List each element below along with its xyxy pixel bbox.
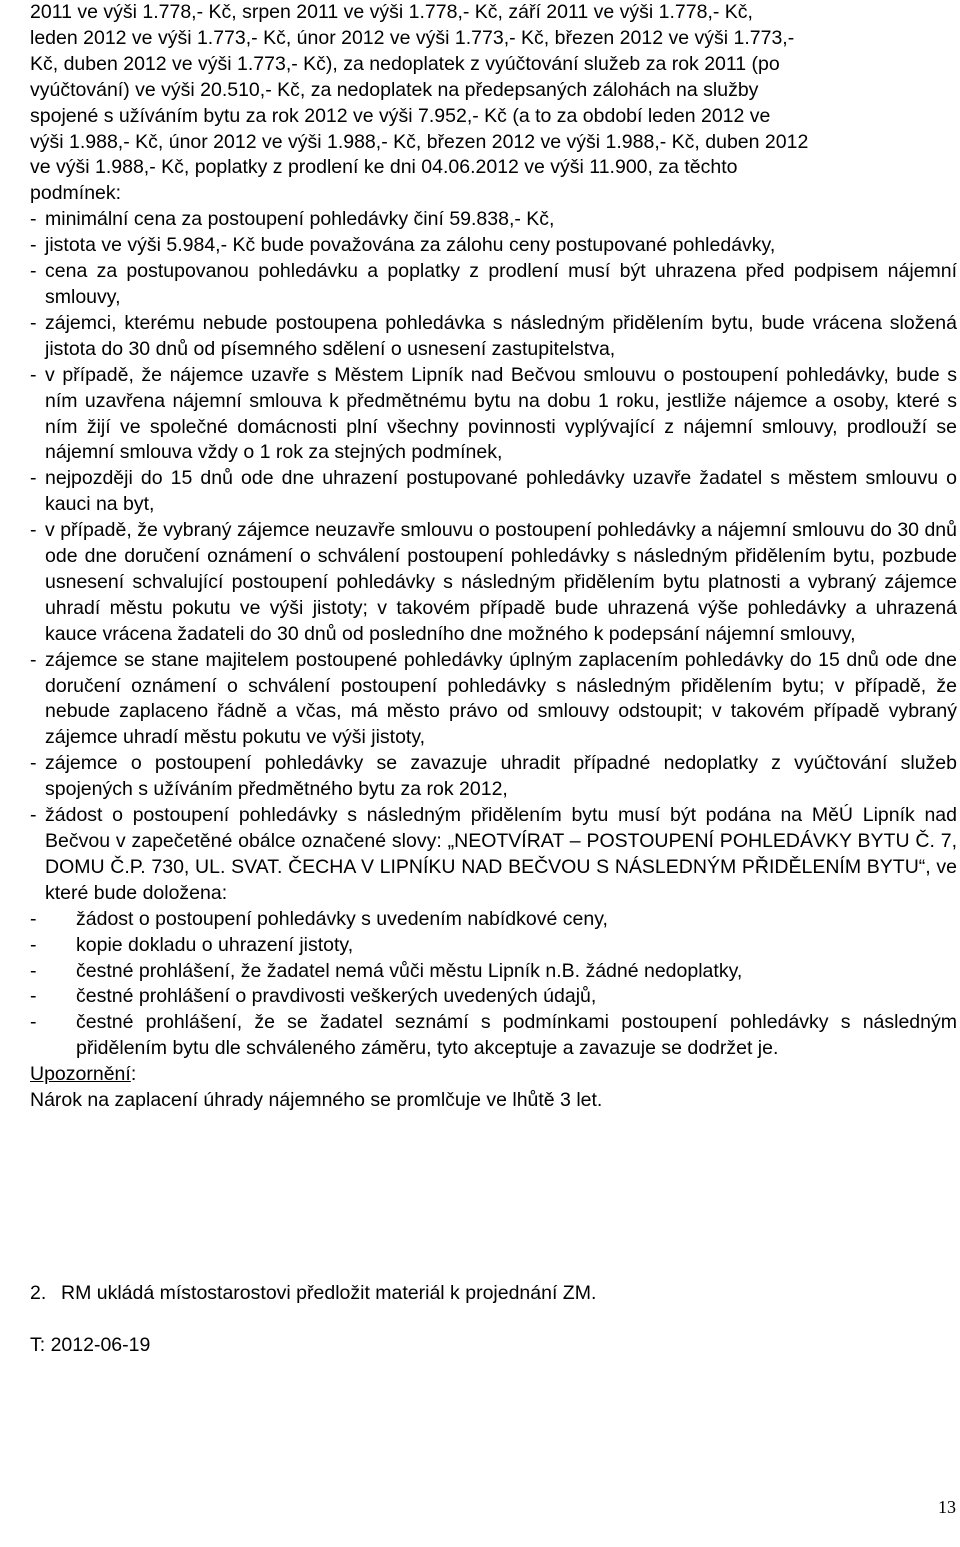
condition-item [30,518,957,648]
bullet-dash: - [30,752,37,775]
resolution-point-2 [30,1281,596,1307]
attachment-text: čestné prohlášení, že žadatel nemá vůči městu Lipník n.B. žádné nedoplatky, [76,959,743,982]
bullet-dash: - [30,907,37,930]
condition-text: zájemce se stane majitelem postoupené pohledávky úplným zaplacením pohledávky do 15 dnů ode dne doručení oznámení o schválení postoupení pohledávky s následným přidělením bytu; v případě, že nebude zaplaceno řádně a včas, má město právo od smlouvy odstoupit; v takovém případě vybraný zájemce uhradí městu pokutu ve výši jistoty, [45,648,957,749]
attachment-item [30,933,957,959]
condition-item [30,466,957,518]
intro-line: spojené s užíváním bytu za rok 2012 ve výši 7.952,- Kč (a to za období leden 2012 ve [30,104,771,127]
intro-line: Kč, duben 2012 ve výši 1.773,- Kč), za nedoplatek z vyúčtování služeb za rok 2011 (po [30,52,780,75]
intro-line: leden 2012 ve výši 1.773,- Kč, únor 2012 ve výši 1.773,- Kč, březen 2012 ve výši 1.773,- [30,26,795,49]
bullet-dash: - [30,933,37,956]
notice-colon: : [130,1063,137,1086]
attachment-item [30,984,957,1010]
document-body [30,0,957,1356]
bullet-dash: - [30,1011,37,1034]
condition-text: v případě, že nájemce uzavře s Městem Lipník nad Bečvou smlouvu o postoupení pohledávky, bude s ním uzavřena nájemní smlouva k předmětnému bytu na dobu 1 roku, jestliže nájemce a osoby, které s ním žijí ve společné domácnosti plní všechny povinnosti vyplývající z nájemní smlouvy, prodlouží se nájemní smlouva vždy o 1 rok za stejných podmínek, [45,363,957,464]
bullet-dash: - [30,959,37,982]
attachment-text: kopie dokladu o uhrazení jistoty, [76,933,354,956]
notice-heading-line [30,1062,957,1088]
attachment-item [30,1010,957,1062]
attachment-text: čestné prohlášení, že se žadatel seznámí s podmínkami postoupení pohledávky s následným přidělením bytu dle schváleného záměru, tyto akceptuje a zavazuje se dodržet je. [76,1011,957,1060]
bullet-dash: - [30,208,37,231]
condition-item [30,363,957,467]
bullet-dash: - [30,804,37,827]
condition-item [30,207,957,233]
condition-item [30,751,957,803]
bullet-dash: - [30,519,37,542]
condition-item [30,259,957,311]
condition-item [30,648,957,752]
point-text: RM ukládá místostarostovi předložit materiál k projednání ZM. [61,1282,597,1304]
condition-text: zájemce o postoupení pohledávky se zavazuje uhradit případné nedoplatky z vyúčtování služeb spojených s užíváním předmětného bytu za rok 2012, [45,752,957,801]
intro-line: ve výši 1.988,- Kč, poplatky z prodlení ke dni 04.06.2012 ve výši 11.900, za těchto [30,156,738,179]
attachments-list [30,907,957,1062]
condition-text: žádost o postoupení pohledávky s následným přidělením bytu musí být podána na MěÚ Lipník nad Bečvou v zapečetěné obálce označené slovy: „NEOTVÍRAT – POSTOUPENÍ POHLEDÁVKY BYTU Č. 7, DOMU Č.P. 730, UL. SVAT. ČECHA V LIPNÍKU NAD BEČVOU S NÁSLEDNÝM PŘIDĚLENÍM BYTU“, ve které bude doložena: [45,804,957,904]
notice-heading: Upozornění [30,1063,131,1086]
conditions-list [30,207,957,1062]
attachment-item [30,907,957,933]
bullet-dash: - [30,648,37,671]
condition-item [30,233,957,259]
condition-text: jistota ve výši 5.984,- Kč bude považována za zálohu ceny postupované pohledávky, [45,234,776,257]
condition-text: nejpozději do 15 dnů ode dne uhrazení postupované pohledávky uzavře žadatel s městem smlouvu o kauci na byt, [45,467,957,516]
condition-text: v případě, že vybraný zájemce neuzavře smlouvu o postoupení pohledávky a nájemní smlouvu do 30 dnů ode dne doručení oznámení o schválení postoupení pohledávky s následným přidělením bytu, pozbude usnesení schvalující postoupení pohledávky s následným přidělením bytu platnosti a vybraný zájemce uhradí městu pokutu ve výši jistoty; v takovém případě bude uhrazená výše pohledávky a uhrazená kauce vrácena žadateli do 30 dnů od posledního dne možného k podepsání nájemní smlouvy, [45,519,957,645]
bullet-dash: - [30,363,37,386]
condition-text: zájemci, kterému nebude postoupena pohledávka s následným přidělením bytu, bude vrácena složená jistota do 30 dnů od písemného sdělení o usnesení zastupitelstva, [45,311,957,360]
condition-text: cena za postupovanou pohledávku a poplatky z prodlení musí být uhrazena před podpisem nájemní smlouvy, [45,260,957,308]
intro-line: vyúčtování) ve výši 20.510,- Kč, za nedoplatek na předepsaných zálohách na služby [30,78,759,101]
term-line: T: 2012-06-19 [30,1334,151,1356]
bullet-dash: - [30,234,37,257]
condition-item [30,803,957,907]
bullet-dash: - [30,260,37,283]
bullet-dash: - [30,985,37,1008]
intro-paragraph [30,0,957,207]
intro-line: 2011 ve výši 1.778,- Kč, srpen 2011 ve výši 1.778,- Kč, září 2011 ve výši 1.778,- Kč, [30,1,753,23]
point-number: 2. [30,1282,47,1304]
bullet-dash: - [30,467,37,490]
intro-line: podmínek: [30,182,122,205]
attachment-text: žádost o postoupení pohledávky s uvedením nabídkové ceny, [76,907,608,930]
page-number: 13 [938,1497,956,1517]
notice-text: Nárok na zaplacení úhrady nájemného se promlčuje ve lhůtě 3 let. [30,1089,603,1112]
condition-text: minimální cena za postoupení pohledávky činí 59.838,- Kč, [45,208,555,231]
bullet-dash: - [30,311,37,334]
condition-item [30,311,957,363]
attachment-item [30,959,957,985]
attachment-text: čestné prohlášení o pravdivosti veškerých uvedených údajů, [76,985,597,1008]
intro-line: výši 1.988,- Kč, únor 2012 ve výši 1.988,- Kč, březen 2012 ve výši 1.988,- Kč, duben 2012 [30,130,809,153]
